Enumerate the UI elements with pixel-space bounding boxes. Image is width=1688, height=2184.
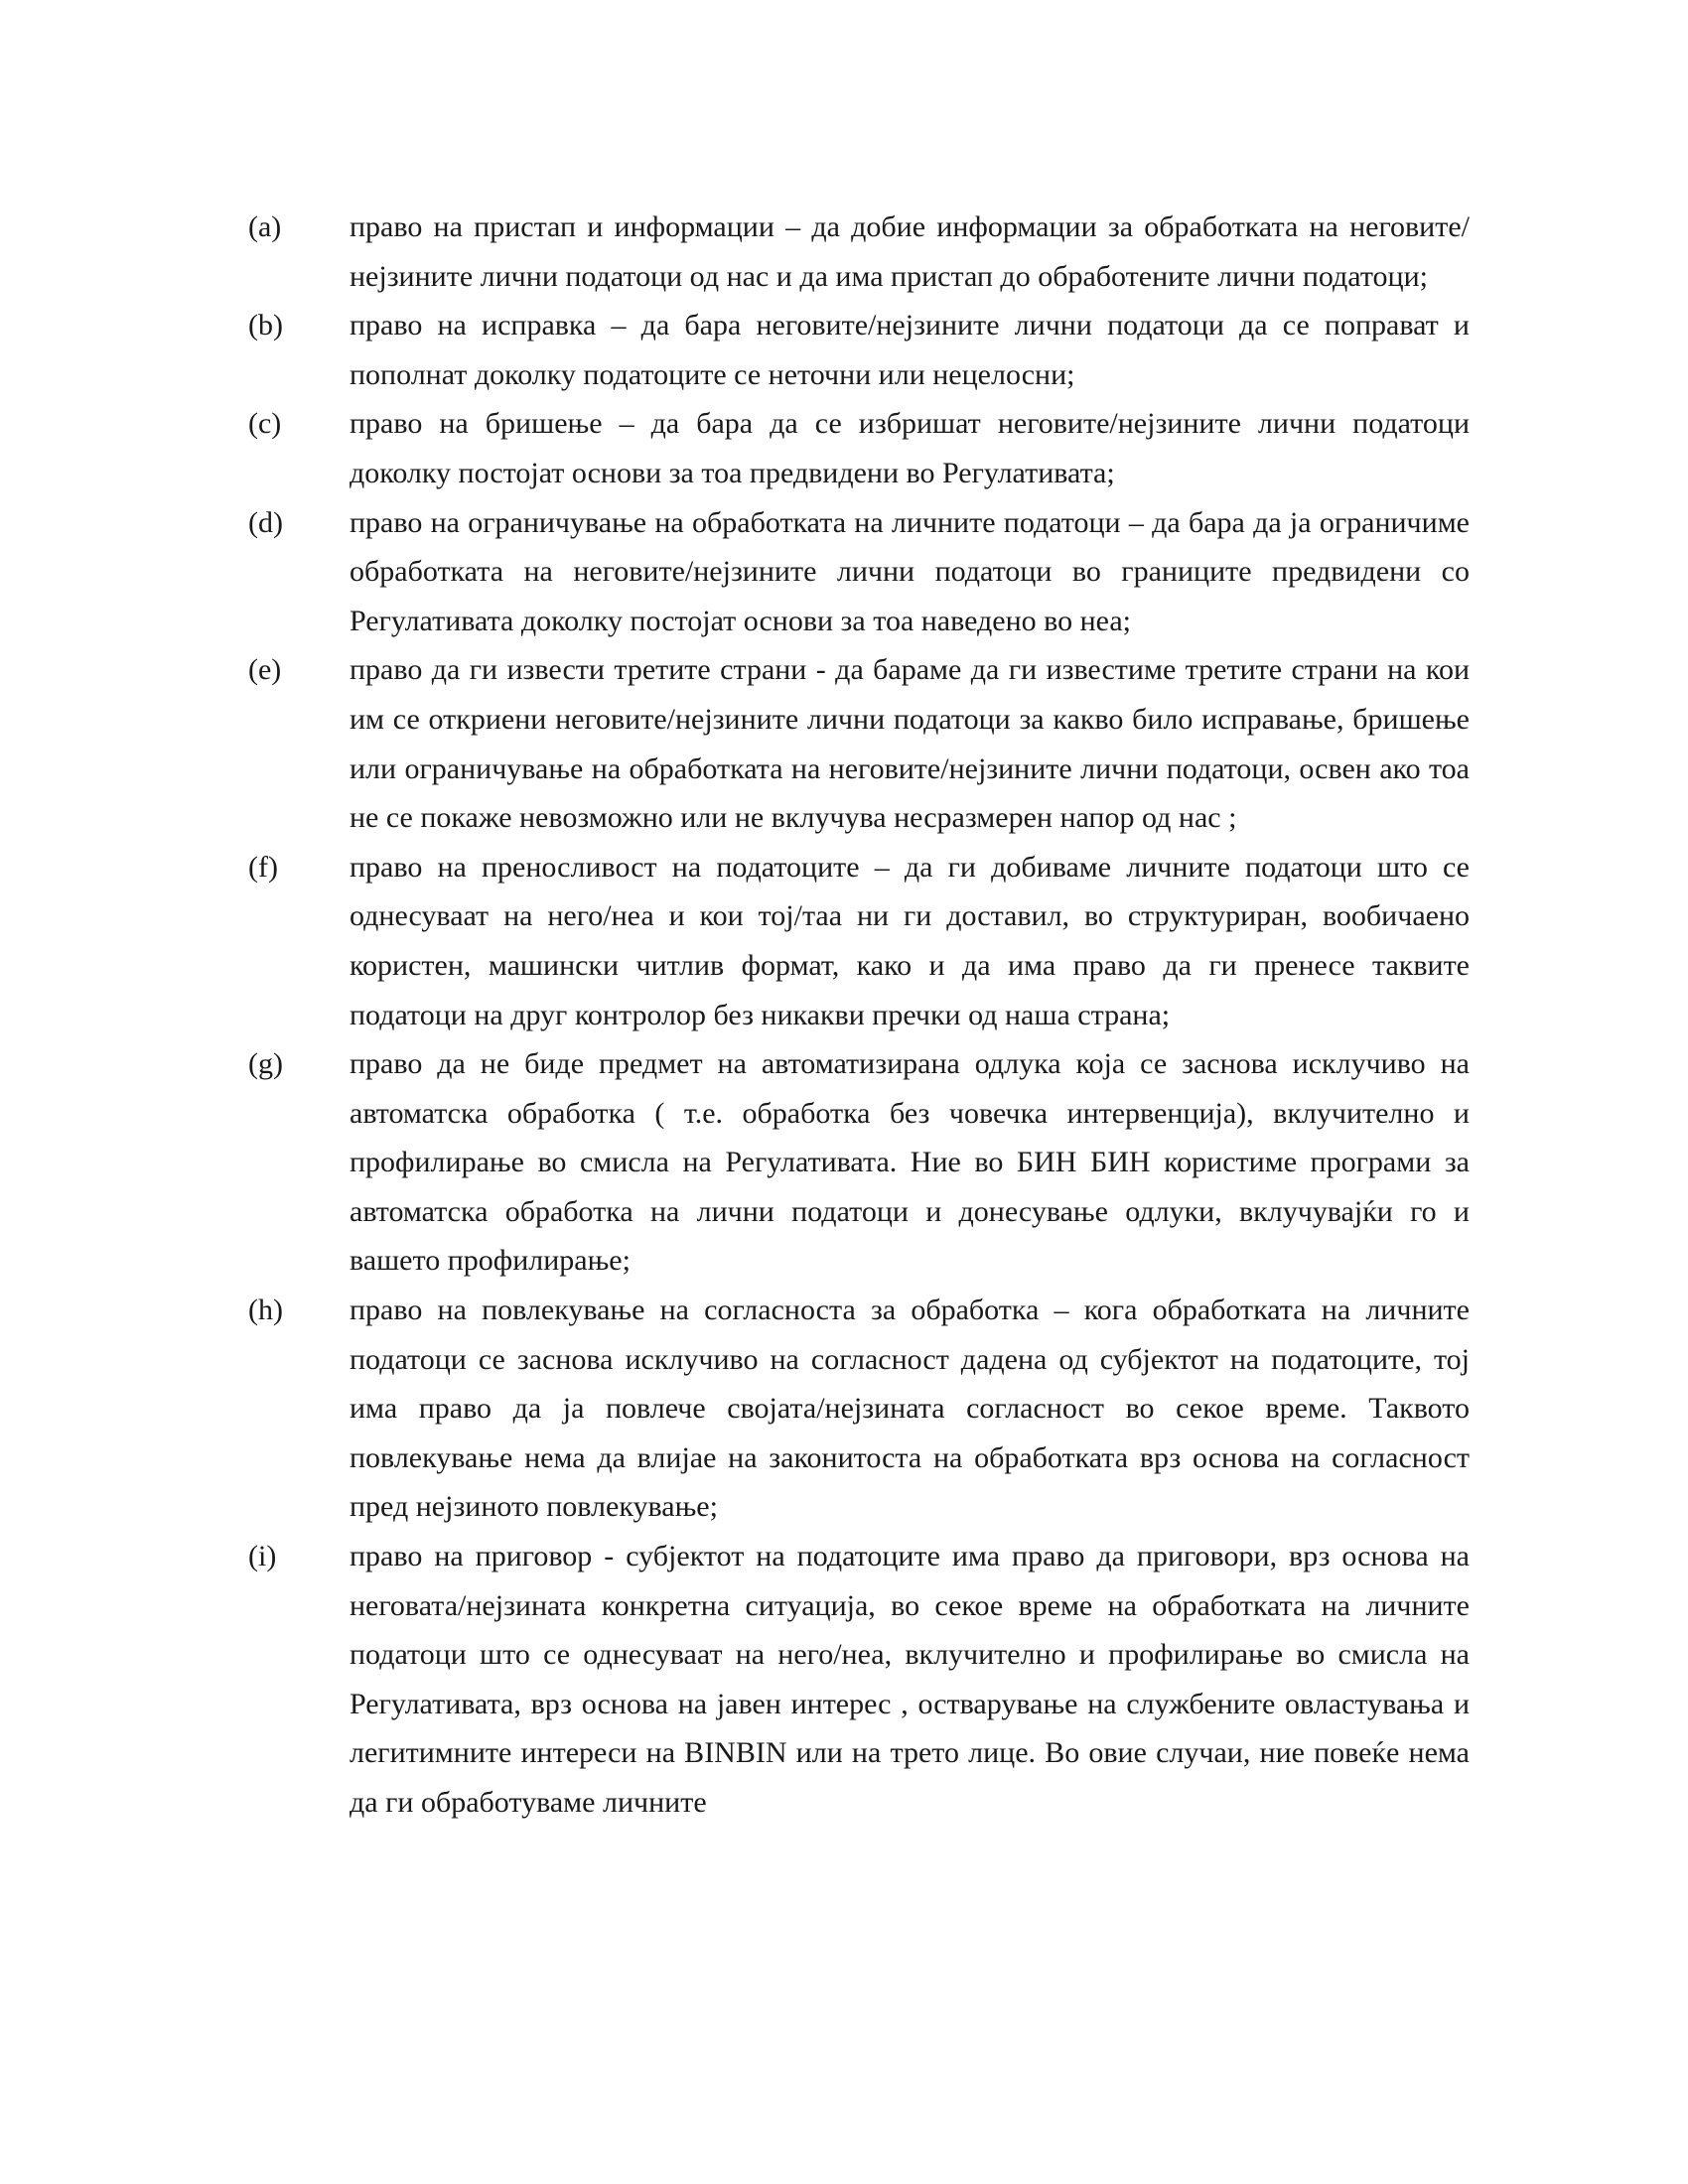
list-item-i bbox=[248, 1532, 1470, 1828]
list-marker: (c) bbox=[248, 407, 282, 441]
list-item-text: право на ограничување на обработката на личните податоци – да бара да ја ограничиме обработката на неговите/нејзините лични податоци во границите предвидени со Регулативата доколку постојат основи за тоа наведено во неа; bbox=[350, 505, 1470, 637]
list-marker: (f) bbox=[248, 850, 278, 884]
list-item-text: право на преносливост на податоците – да ги добиваме личните податоци што се однесуваат на него/неа и кои тој/таа ни ги доставил, во структуриран, вообичаено користен, машински читлив формат, како и да има право да ги пренесе таквите податоци на друг контролор без никакви пречки од наша страна; bbox=[350, 850, 1470, 1031]
list-marker: (g) bbox=[248, 1047, 283, 1081]
list-item-text: право на бришење – да бара да се избришат неговите/нејзините лични податоци доколку постојат основи за тоа предвидени во Регулативата; bbox=[350, 407, 1470, 489]
list-marker: (d) bbox=[248, 505, 283, 539]
list-item-e bbox=[248, 645, 1470, 842]
list-item-b bbox=[248, 301, 1470, 399]
list-item-g bbox=[248, 1039, 1470, 1286]
list-marker: (b) bbox=[248, 309, 283, 342]
list-marker: (h) bbox=[248, 1294, 283, 1327]
rights-list bbox=[248, 203, 1470, 1828]
list-item-a bbox=[248, 203, 1470, 301]
list-marker: (a) bbox=[248, 210, 282, 243]
list-item-text: право на приговор - субјектот на податоците има право да приговори, врз основа на неговата/нејзината конкретна ситуација, во секое време на обработката на личните податоци што се однесуваат на него/неа, вклучително и профилирање во смисла на Регулативата, врз основа на јавен интерес , остварување на службените овластувања и легитимните интереси на BINBIN или на трето лице. Во овие случаи, ние повеќе нема да ги обработуваме личните bbox=[350, 1540, 1470, 1819]
list-marker: (e) bbox=[248, 653, 282, 687]
list-item-c bbox=[248, 399, 1470, 497]
list-marker: (i) bbox=[248, 1540, 277, 1573]
list-item-text: право на исправка – да бара неговите/нејзините лични податоци да се поправат и пополнат доколку податоците се неточни или нецелосни; bbox=[350, 309, 1470, 391]
list-item-d bbox=[248, 498, 1470, 646]
list-item-text: право на повлекување на согласноста за обработка – кога обработката на личните податоци се заснова исклучиво на согласност дадена од субјектот на податоците, тој има право да ја повлече својата/нејзината согласност во секое време. Таквото повлекување нема да влијае на законитоста на обработката врз основа на согласност пред нејзиното повлекување; bbox=[350, 1294, 1470, 1524]
list-item-text: право на пристап и информации – да добие информации за обработката на неговите/нејзините лични податоци од нас и да има пристап до обработените лични податоци; bbox=[350, 210, 1470, 293]
list-item-text: право да не биде предмет на автоматизирана одлука која се заснова исклучиво на автоматска обработка ( т.е. обработка без човечка интервенција), вклучително и профилирање во смисла на Регулативата. Ние во БИН БИН користиме програми за автоматска обработка на лични податоци и донесување одлуки, вклучувајќи го и вашето профилирање; bbox=[350, 1047, 1470, 1278]
list-item-h bbox=[248, 1286, 1470, 1532]
list-item-f bbox=[248, 843, 1470, 1039]
list-item-text: право да ги извести третите страни - да бараме да ги известиме третите страни на кои им се откриени неговите/нејзините лични податоци за какво било исправање, бришење или ограничување на обработката на неговите/нејзините лични податоци, освен ако тоа не се покаже невозможно или не вклучува несразмерен напор од нас ; bbox=[350, 653, 1470, 835]
